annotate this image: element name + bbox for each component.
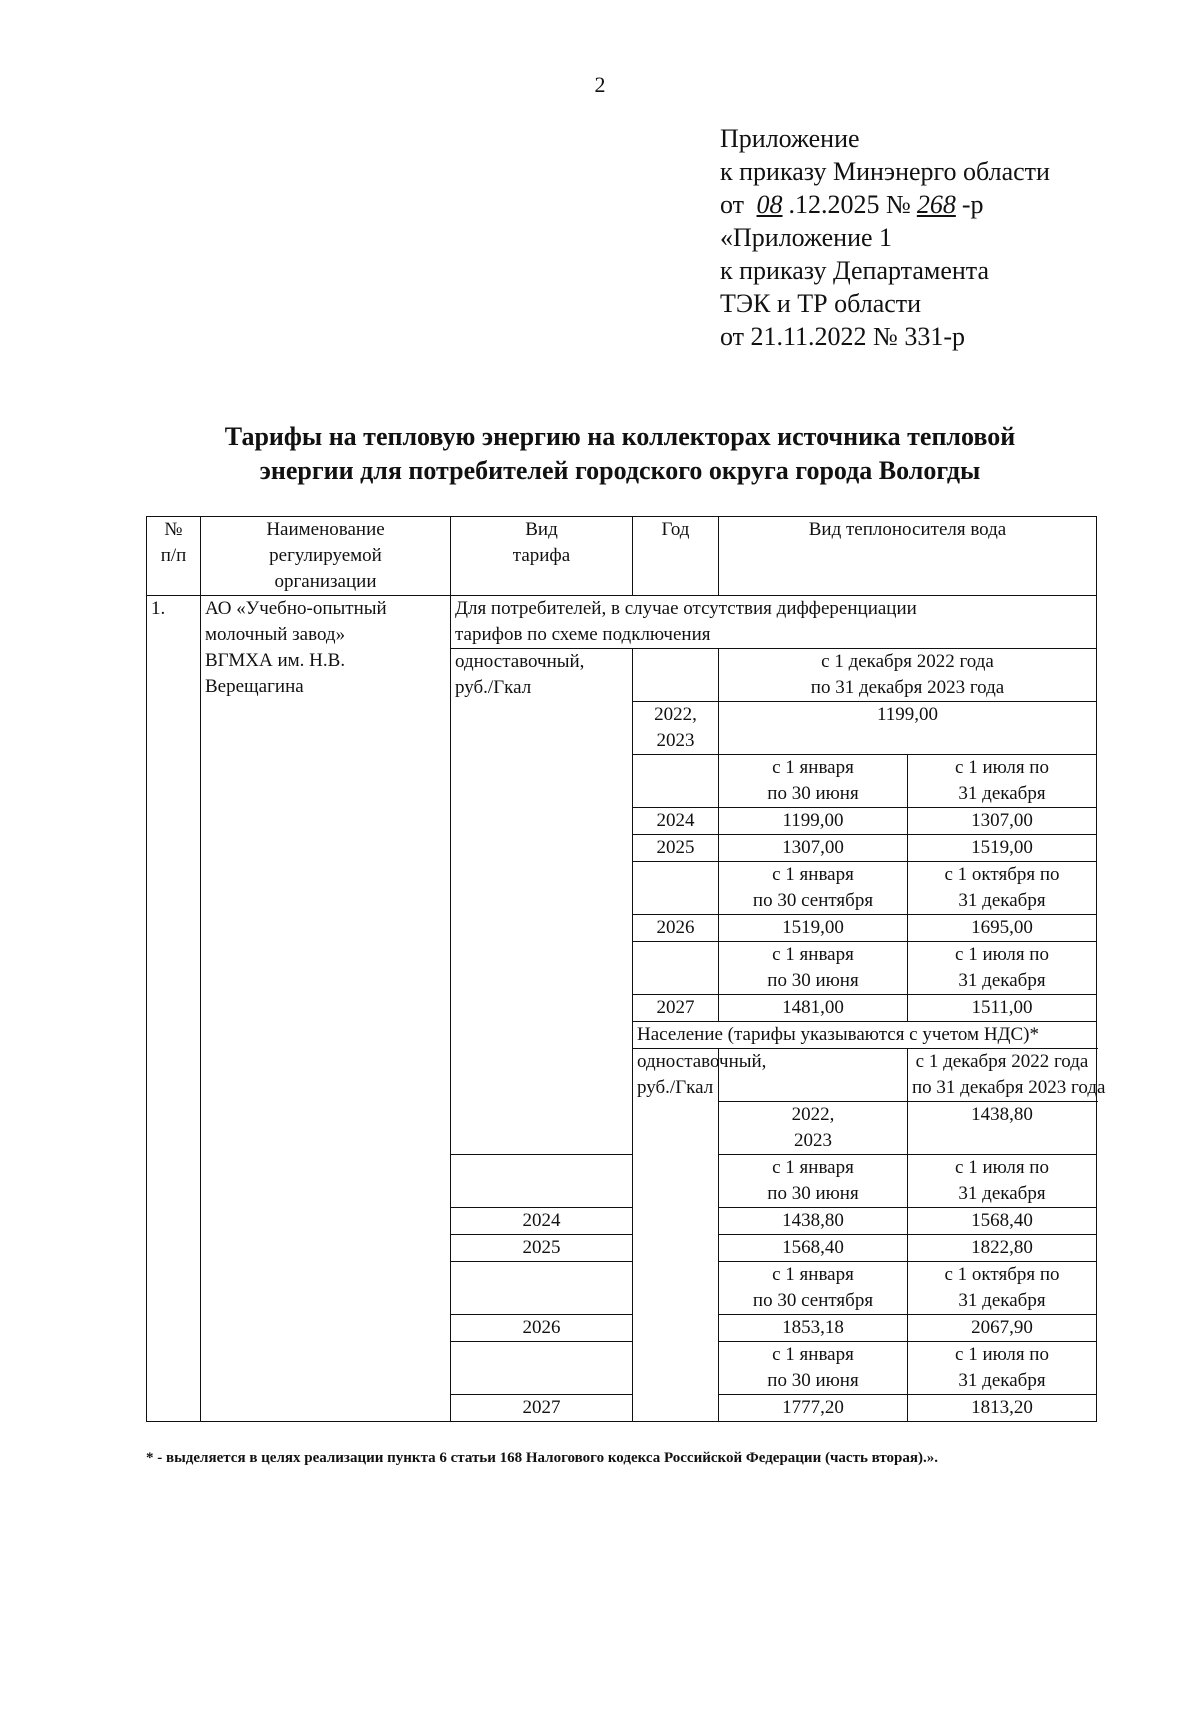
tariff-value-second: 1307,00 bbox=[908, 808, 1097, 835]
period-first-half-line: по 30 сентября bbox=[752, 890, 874, 911]
period-first-half bbox=[719, 755, 908, 808]
period-header bbox=[908, 1049, 1106, 1102]
period-header-line: по 31 декабря 2023 года bbox=[810, 677, 1005, 698]
order-date-middle: .12.2025 № bbox=[788, 190, 911, 219]
section-heading bbox=[633, 1022, 1097, 1049]
period-second-half-line: с 1 октября по bbox=[944, 1264, 1060, 1285]
tariff-value-first: 1481,00 bbox=[719, 995, 908, 1022]
period-second-half-line: 31 декабря bbox=[958, 783, 1046, 804]
tariff-table bbox=[146, 516, 1106, 1422]
period-second-half-line: с 1 июля по bbox=[955, 757, 1049, 778]
header-year: Год bbox=[633, 517, 719, 596]
document-title bbox=[120, 420, 1120, 488]
tariff-value-second: 2067,90 bbox=[908, 1315, 1097, 1342]
header-tariff-type-line: тарифа bbox=[512, 545, 571, 566]
organization-name bbox=[201, 596, 451, 1422]
period-first-half-line: с 1 января bbox=[772, 944, 854, 965]
year: 2025 bbox=[451, 1235, 633, 1262]
year: 2026 bbox=[451, 1315, 633, 1342]
tariff-value-second: 1568,40 bbox=[908, 1208, 1097, 1235]
appendix-line: Приложение bbox=[720, 124, 860, 153]
period-first-half-line: с 1 января bbox=[772, 1264, 854, 1285]
footnote: * - выделяется в целях реализации пункта 6 статьи 168 Налогового кодекса Российской Федерации (часть вторая).». bbox=[146, 1450, 938, 1466]
year-blank bbox=[451, 1155, 633, 1208]
tariff-type-line: одноставочный, bbox=[637, 1051, 767, 1072]
section-heading-line: Для потребителей, в случае отсутствия дифференциации bbox=[455, 598, 917, 619]
appendix-line: от 21.11.2022 № 331-р bbox=[720, 322, 966, 351]
title-line: Тарифы на тепловую энергию на коллекторах источника тепловой bbox=[224, 422, 1016, 451]
appendix-line: ТЭК и ТР области bbox=[720, 289, 922, 318]
period-header bbox=[719, 649, 1097, 702]
period-first-half-line: с 1 января bbox=[772, 757, 854, 778]
period-second-half-line: с 1 июля по bbox=[955, 1157, 1049, 1178]
tariff-value-first: 1568,40 bbox=[719, 1235, 908, 1262]
tariff-type-line: одноставочный, bbox=[455, 651, 585, 672]
period-first-half bbox=[719, 1155, 908, 1208]
period-first-half bbox=[719, 1262, 908, 1315]
tariff-value-second: 1511,00 bbox=[908, 995, 1097, 1022]
period-first-half bbox=[719, 1342, 908, 1395]
year-blank bbox=[633, 942, 719, 995]
year-blank bbox=[633, 649, 719, 702]
period-second-half-line: 31 декабря bbox=[958, 890, 1046, 911]
year-blank bbox=[633, 862, 719, 915]
header-carrier: Вид теплоносителя вода bbox=[719, 517, 1097, 596]
section-heading bbox=[451, 596, 1097, 649]
organization-name-line: ВГМХА им. Н.В. bbox=[205, 650, 346, 671]
row-number: 1. bbox=[147, 596, 201, 1422]
year-line: 2022, bbox=[654, 704, 697, 725]
section-heading-line: Население (тарифы указываются с учетом НДС)* bbox=[637, 1024, 1039, 1045]
tariff-type bbox=[451, 649, 633, 1155]
year: 2024 bbox=[633, 808, 719, 835]
year: 2027 bbox=[633, 995, 719, 1022]
header-tariff-type bbox=[451, 517, 633, 596]
period-second-half-line: с 1 июля по bbox=[955, 1344, 1049, 1365]
period-second-half bbox=[908, 862, 1097, 915]
tariff-type bbox=[633, 1049, 767, 1422]
period-second-half-line: с 1 октября по bbox=[944, 864, 1060, 885]
header-tariff-type-line: Вид bbox=[525, 519, 558, 540]
tariff-type-line: руб./Гкал bbox=[455, 677, 532, 698]
tariff-table-body bbox=[147, 517, 1106, 1422]
tariff-value: 1438,80 bbox=[908, 1102, 1097, 1155]
period-second-half bbox=[908, 1342, 1097, 1395]
header-num bbox=[147, 517, 201, 596]
period-first-half-line: по 30 июня bbox=[767, 970, 859, 991]
period-first-half-line: по 30 июня bbox=[767, 783, 859, 804]
year bbox=[719, 1102, 908, 1155]
handwritten-number: 268 bbox=[916, 190, 956, 219]
tariff-value-first: 1853,18 bbox=[719, 1315, 908, 1342]
year-line: 2022, bbox=[791, 1104, 835, 1125]
title-line: энергии для потребителей городского округа города Вологды bbox=[259, 456, 981, 485]
header-num-line: п/п bbox=[160, 545, 187, 566]
period-second-half bbox=[908, 755, 1097, 808]
year-blank bbox=[633, 755, 719, 808]
period-header-line: по 31 декабря 2023 года bbox=[912, 1077, 1106, 1098]
header-organization-line: Наименование bbox=[266, 519, 385, 540]
section-heading-line: тарифов по схеме подключения bbox=[455, 624, 711, 645]
year-line: 2023 bbox=[794, 1130, 832, 1151]
header-organization bbox=[201, 517, 451, 596]
period-first-half-line: с 1 января bbox=[772, 1344, 854, 1365]
year-line: 2023 bbox=[656, 730, 695, 751]
appendix-line: к приказу Минэнерго области bbox=[720, 157, 1050, 186]
appendix-line-order-date bbox=[720, 188, 1160, 221]
appendix-line: к приказу Департамента bbox=[720, 256, 990, 285]
order-date-prefix: от bbox=[720, 190, 745, 219]
period-first-half-line: с 1 января bbox=[772, 864, 854, 885]
tariff-value-second: 1519,00 bbox=[908, 835, 1097, 862]
year: 2025 bbox=[633, 835, 719, 862]
appendix-block bbox=[720, 122, 1160, 353]
appendix-line: «Приложение 1 bbox=[720, 223, 893, 252]
period-first-half-line: по 30 июня bbox=[767, 1183, 859, 1204]
period-first-half-line: по 30 июня bbox=[767, 1370, 859, 1391]
order-date-suffix: -р bbox=[961, 190, 984, 219]
tariff-value-first: 1307,00 bbox=[719, 835, 908, 862]
period-first-half bbox=[719, 862, 908, 915]
tariff-value-first: 1438,80 bbox=[719, 1208, 908, 1235]
period-second-half-line: 31 декабря bbox=[958, 1290, 1046, 1311]
period-header-line: с 1 декабря 2022 года bbox=[821, 651, 994, 672]
year-blank bbox=[451, 1262, 633, 1315]
table-header-row bbox=[147, 517, 1097, 596]
page-number: 2 bbox=[594, 72, 606, 97]
tariff-value-first: 1199,00 bbox=[719, 808, 908, 835]
period-second-half bbox=[908, 1262, 1097, 1315]
period-first-half bbox=[719, 942, 908, 995]
year bbox=[633, 702, 719, 755]
header-num-line: № bbox=[164, 519, 183, 540]
organization-name-line: молочный завод» bbox=[205, 624, 346, 645]
period-second-half bbox=[908, 942, 1097, 995]
tariff-value-second: 1695,00 bbox=[908, 915, 1097, 942]
header-organization-line: организации bbox=[274, 571, 377, 592]
period-second-half-line: 31 декабря bbox=[958, 1183, 1046, 1204]
tariff-value-first: 1519,00 bbox=[719, 915, 908, 942]
section-heading-row bbox=[147, 596, 1097, 649]
period-second-half bbox=[908, 1155, 1097, 1208]
period-first-half-line: с 1 января bbox=[772, 1157, 854, 1178]
period-header-line: с 1 декабря 2022 года bbox=[915, 1051, 1089, 1072]
tariff-value-second: 1813,20 bbox=[908, 1395, 1097, 1422]
organization-name-line: АО «Учебно-опытный bbox=[205, 598, 387, 619]
period-second-half-line: 31 декабря bbox=[958, 1370, 1046, 1391]
tariff-value-second: 1822,80 bbox=[908, 1235, 1097, 1262]
period-second-half-line: 31 декабря bbox=[958, 970, 1046, 991]
tariff-value: 1199,00 bbox=[719, 702, 1097, 755]
period-first-half-line: по 30 сентября bbox=[752, 1290, 874, 1311]
organization-name-line: Верещагина bbox=[205, 676, 304, 697]
tariff-value-first: 1777,20 bbox=[719, 1395, 908, 1422]
year: 2027 bbox=[451, 1395, 633, 1422]
handwritten-day: 08 bbox=[756, 190, 783, 219]
header-organization-line: регулируемой bbox=[269, 545, 382, 566]
year: 2026 bbox=[633, 915, 719, 942]
year-blank bbox=[451, 1342, 633, 1395]
year: 2024 bbox=[451, 1208, 633, 1235]
tariff-type-line: руб./Гкал bbox=[637, 1077, 714, 1098]
period-second-half-line: с 1 июля по bbox=[955, 944, 1049, 965]
